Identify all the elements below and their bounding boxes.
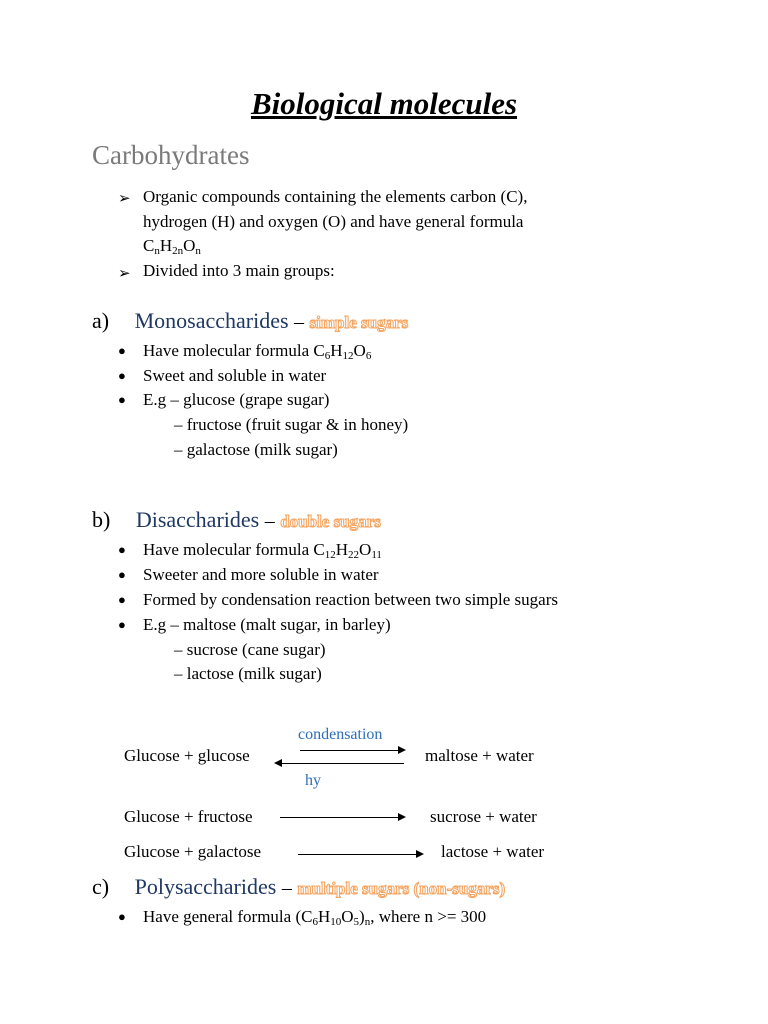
general-formula: $C_nH_{2n}O_n$ [143,236,201,257]
arrow-bullet-icon: ➢ [118,264,131,282]
equation-1-right: maltose + water [425,746,534,765]
poly-heading: c) Polysaccharides – multiple sugars (non-sugars) [92,874,506,899]
di-example: – lactose (milk sugar) [174,664,322,683]
arrow-left-icon [274,759,282,767]
arrow-right-icon [398,746,406,754]
carb-point-2: Divided into 3 main groups: [143,261,335,280]
arrow-right-icon [398,813,406,821]
dot-bullet-icon: ● [118,567,126,582]
carbohydrates-heading: Carbohydrates [92,140,250,170]
dot-bullet-icon: ● [118,617,126,632]
di-point: Sweeter and more soluble in water [143,565,379,584]
carb-point-1: Organic compounds containing the elements carbon (C), [143,187,528,206]
dot-bullet-icon: ● [118,909,126,924]
di-point: E.g – maltose (malt sugar, in barley) [143,615,391,634]
arrow-right-icon [416,850,424,858]
equation-3-right: lactose + water [441,842,545,861]
mono-formula: Have molecular formula $C_6H_{12}O_6$ [143,341,372,362]
mono-heading: a) Monosaccharides – simple sugars [92,308,409,333]
section-name: Disaccharides [135,507,260,532]
forward-arrow-line [280,817,400,818]
di-point: Formed by condensation reaction between two simple sugars [143,590,558,609]
dot-bullet-icon: ● [118,592,126,607]
mono-example: – galactose (milk sugar) [174,440,338,459]
section-name: Monosaccharides [134,308,289,333]
section-name: Polysaccharides [134,874,277,899]
equation-3-left: Glucose + galactose [124,842,262,861]
mono-point: E.g – glucose (grape sugar) [143,390,330,409]
reverse-arrow-line [280,763,404,764]
condensation-label: condensation [298,726,383,743]
section-subtitle: multiple sugars (non-sugars) [297,879,506,898]
poly-formula: Have general formula $(C_6H_{10}O_5)_n$, where n >= 300 [143,907,487,928]
hydrolysis-label: hy [305,772,321,789]
section-letter: a) [92,308,110,333]
page-title: Biological molecules [250,86,518,121]
dot-bullet-icon: ● [118,392,126,407]
mono-point: Sweet and soluble in water [143,366,327,385]
dot-bullet-icon: ● [118,542,126,557]
carb-point-1-cont: hydrogen (H) and oxygen (O) and have general formula [143,212,524,231]
mono-example: – fructose (fruit sugar & in honey) [174,415,409,434]
section-subtitle: simple sugars [309,313,409,332]
arrow-bullet-icon: ➢ [118,189,131,207]
dot-bullet-icon: ● [118,343,126,358]
di-heading: b) Disaccharides – double sugars [92,507,381,532]
dot-bullet-icon: ● [118,368,126,383]
equation-1-left: Glucose + glucose [124,746,250,765]
di-example: – sucrose (cane sugar) [174,640,326,659]
section-subtitle: double sugars [280,512,381,531]
section-letter: b) [92,507,111,532]
di-formula: Have molecular formula $C_{12}H_{22}O_{11}$ [143,540,382,561]
equation-2-left: Glucose + fructose [124,807,253,826]
forward-arrow-line [300,750,400,751]
forward-arrow-line [298,854,418,855]
section-letter: c) [92,874,110,899]
equation-2-right: sucrose + water [430,807,537,826]
